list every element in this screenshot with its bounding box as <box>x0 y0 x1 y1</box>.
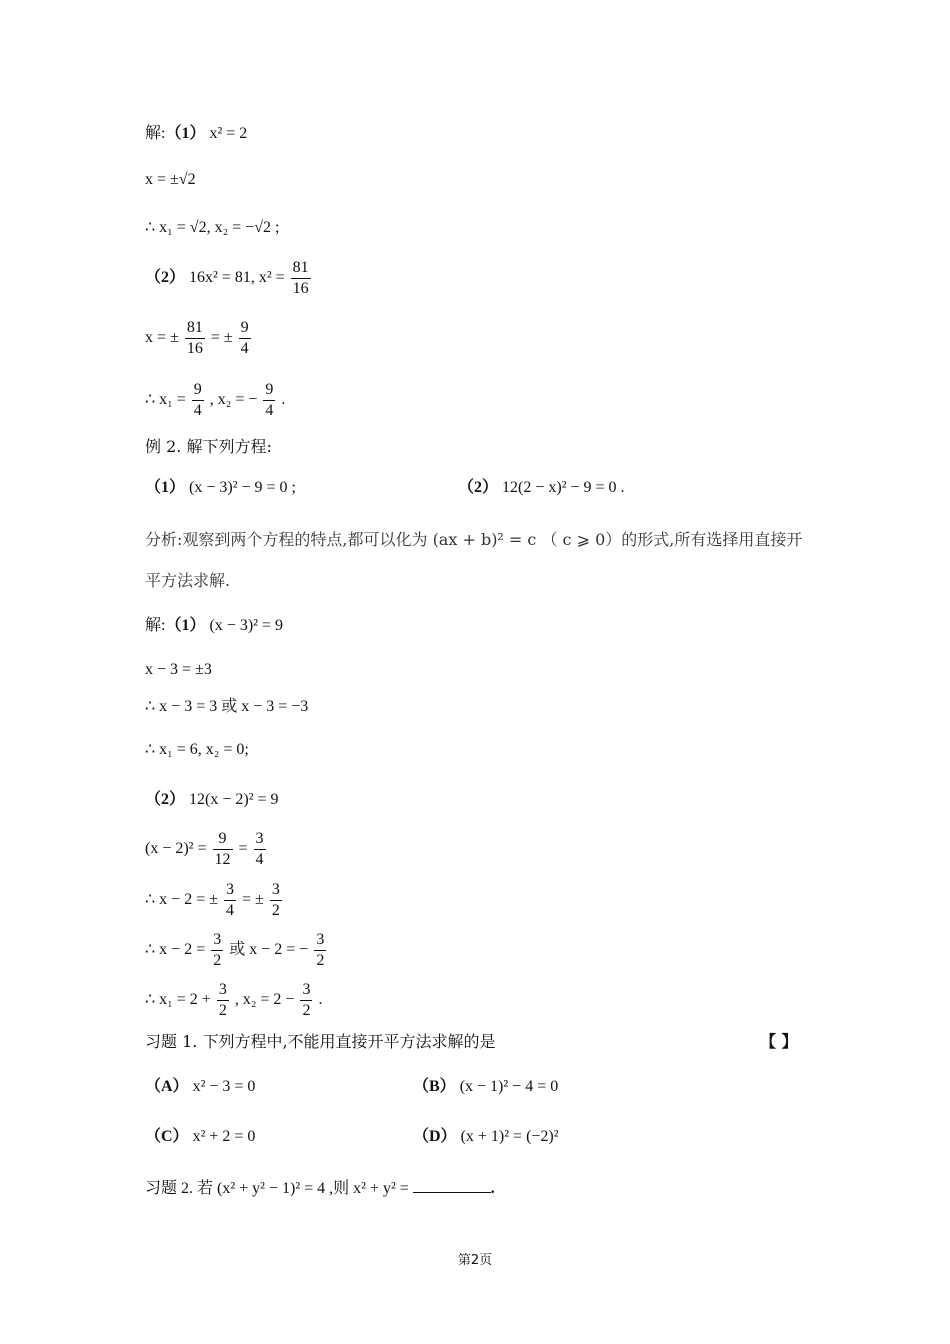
solution2-line9 <box>145 980 322 1021</box>
exercise2 <box>145 1178 495 1199</box>
option-tag: （C） <box>145 1128 189 1145</box>
text: = ± <box>210 329 233 347</box>
solution1-line3: ∴ x₁ = √2, x₂ = −√2 ; <box>145 219 280 236</box>
text: . <box>281 391 286 409</box>
solution2-line3: ∴ x − 3 = 3 或 x − 3 = −3 <box>145 698 309 715</box>
sqrt-fraction: $\frac{3}{4}$ <box>226 881 235 919</box>
fraction: $\frac{9}{4}$ <box>265 381 274 419</box>
fraction: $\frac{3}{2}$ <box>213 931 222 969</box>
fraction: $\frac{3}{4}$ <box>255 830 264 868</box>
answer-bracket: 【 】 <box>760 1032 798 1051</box>
option-tag: （B） <box>413 1078 456 1095</box>
solution2-line7 <box>145 880 284 921</box>
equation: (x − 3)² − 9 = 0 ; <box>189 479 296 496</box>
exercise1-title: 习题 1. 下列方程中,不能用直接开平方法求解的是 <box>145 1032 496 1051</box>
text: . <box>490 1180 495 1197</box>
solution-label: 解: <box>145 125 166 142</box>
fraction: $\frac{81}{16}$ <box>292 259 309 297</box>
option-tag: （D） <box>413 1128 457 1145</box>
equation: 16x² = 81, x² = <box>189 269 285 287</box>
option-tag: （A） <box>145 1078 189 1095</box>
option-c <box>145 1127 255 1147</box>
text: , x₂ = − <box>209 391 258 409</box>
fraction: $\frac{3}{2}$ <box>218 981 227 1019</box>
option-a <box>145 1077 255 1097</box>
fraction: $\frac{3}{2}$ <box>271 881 280 919</box>
fraction: $\frac{9}{12}$ <box>214 830 231 868</box>
solution2-line5 <box>145 790 279 810</box>
option-text: x² + 2 = 0 <box>192 1128 256 1145</box>
solution1-line6 <box>145 380 285 421</box>
solution2-line2: x − 3 = ±3 <box>145 661 212 678</box>
option-d <box>413 1127 559 1147</box>
text: ∴ x − 2 = ± <box>145 891 219 909</box>
page-number: 第2页 <box>457 1253 493 1268</box>
example2-eq2 <box>458 478 625 498</box>
equation: (x − 3)² = 9 <box>209 617 283 634</box>
text: ∴ x₁ = <box>145 391 186 409</box>
option-text: (x + 1)² = (−2)² <box>460 1128 559 1145</box>
fraction: $\frac{3}{2}$ <box>302 981 311 1019</box>
exercise2-title: 习题 2. 若 <box>145 1180 214 1197</box>
fraction: $\frac{9}{4}$ <box>240 319 249 357</box>
part-tag: （2） <box>145 791 186 808</box>
text: = ± <box>242 891 264 909</box>
solution-label: 解: <box>145 617 166 634</box>
solution1-line2: x = ±√2 <box>145 171 196 188</box>
text: = <box>238 840 248 858</box>
option-b <box>413 1077 558 1097</box>
solution2-line4: ∴ x₁ = 6, x₂ = 0; <box>145 741 249 758</box>
example2-title: 例 2. 解下列方程: <box>145 437 272 456</box>
solution1-line4 <box>145 258 313 299</box>
answer-blank[interactable] <box>413 1178 491 1193</box>
text: ∴ x − 2 = <box>145 941 206 959</box>
part-tag: （2） <box>458 479 499 496</box>
text: . <box>318 991 323 1009</box>
option-text: x² − 3 = 0 <box>192 1078 256 1095</box>
part-tag: （1） <box>145 479 186 496</box>
solution1-line1 <box>145 124 247 144</box>
equation: 12(x − 2)² = 9 <box>189 791 279 808</box>
solution1-line5 <box>145 318 253 359</box>
equation: x² = 2 <box>209 125 248 142</box>
fraction: $\frac{3}{2}$ <box>316 931 325 969</box>
fraction: $\frac{9}{4}$ <box>193 381 202 419</box>
analysis-line1: 分析:观察到两个方程的特点,都可以化为 (ax + b)² = c （ c ⩾ 0）的形式,所有选择用直接开 <box>145 530 803 549</box>
text: , x₂ = 2 − <box>234 991 295 1009</box>
analysis-line2: 平方法求解. <box>145 571 231 590</box>
solution2-line6 <box>145 829 268 870</box>
example2-eq1 <box>145 478 296 498</box>
part-tag: （1） <box>165 617 206 634</box>
solution2-line8 <box>145 930 328 971</box>
solution2-line1 <box>145 616 283 636</box>
option-text: (x − 1)² − 4 = 0 <box>459 1078 559 1095</box>
part-tag: （1） <box>165 125 206 142</box>
text: 或 x − 2 = − <box>229 941 309 959</box>
part-tag: （2） <box>145 269 186 287</box>
text: ∴ x₁ = 2 + <box>145 991 211 1009</box>
text: x = ± <box>145 329 179 347</box>
sqrt-fraction: $\frac{81}{16}$ <box>186 319 203 357</box>
text: (x − 2)² = <box>145 840 207 858</box>
equation: 12(2 − x)² − 9 = 0 . <box>502 479 625 496</box>
equation: (x² + y² − 1)² = 4 ,则 x² + y² = <box>217 1180 409 1197</box>
